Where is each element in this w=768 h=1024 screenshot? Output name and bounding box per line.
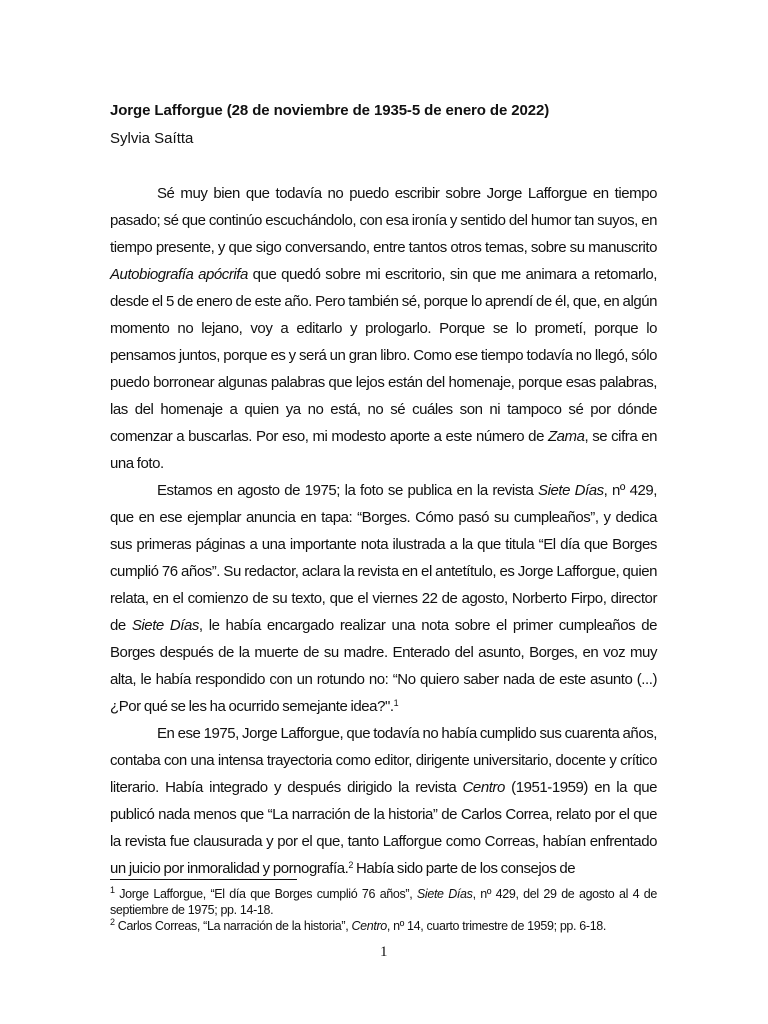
footnote-ref-1[interactable]: 1 — [393, 698, 399, 708]
magazine-title: Siete Días — [538, 482, 604, 499]
body-paragraph-1: Sé muy bien que todavía no puedo escribir sobre Jorge Lafforgue en tiempo pasado; sé que continúo escuchándolo, con esa ironía y sentido del humor tan suyos, en tiempo presente, y que sigo conversando, entre tantos otros temas, sobre su manuscrito Autobiografía apócrifa que quedó sobre mi escritorio, sin que me animara a retomarlo, desde el 5 de enero de este año. Pero también sé, porque lo aprendí de él, que, en algún momento no lejano, voy a editarlo y prologarlo. Porque se lo prometí, porque lo pensamos juntos, porque es y será un gran libro. Como ese tiempo todavía no llegó, sólo puedo borronear algunas palabras que lejos están del homenaje, porque esas palabras, las del homenaje a quien ya no está, no sé cuáles son ni tampoco sé por dónde comenzar a buscarlas. Por eso, mi modesto aporte a este número de Zama, se cifra en una foto. — [110, 185, 658, 472]
book-title: Autobiografía apócrifa — [110, 266, 248, 283]
footnote-separator — [110, 879, 297, 880]
footnote-1: $^1$ Jorge Lafforgue, “El día que Borges cumplió 76 años”, Siete Días, nº 429, del 29 de agosto al 4 de septiembre de 1975; pp. 14-18. — [110, 885, 657, 917]
magazine-title: Centro — [462, 779, 505, 796]
magazine-title: Zama — [547, 428, 585, 445]
body-paragraph-2: Estamos en agosto de 1975; la foto se publica en la revista Siete Días, nº 429, que en ese ejemplar anuncia en tapa: “Borges. Cómo pasó su cumpleaños”, y dedica sus primeras páginas a una importante nota ilustrada a la que titula “El día que Borges cumplió 76 años”. Su redactor, aclara la revista en el antetítulo, es Jorge Lafforgue, quien relata, en el comienzo de su texto, que el viernes 22 de agosto, Norberto Firpo, director de Siete Días, le había encargado realizar una nota sobre el primer cumpleaños de Borges después de la muerte de su madre. Enterado del asunto, Borges, en voz muy alta, le había respondido con un rotundo no: “No quiero saber nada de este asunto (...) ¿Por qué se les ha ocurrido semejante idea?".$^1$ — [110, 482, 657, 715]
footnote-number: 1 — [110, 885, 115, 895]
footnote-ref-2[interactable]: 2 — [348, 860, 353, 870]
page-number: 1 — [380, 944, 388, 960]
article-body — [110, 180, 657, 882]
footnotes — [110, 886, 657, 934]
footnote-2: $^2$ Carlos Correas, “La narración de la historia”, Centro, nº 14, cuarto trimestre de 1959; pp. 6-18. — [110, 917, 607, 933]
magazine-title: Siete Días — [131, 617, 199, 634]
footnote-number: 2 — [110, 917, 115, 927]
article-author: Sylvia Saítta — [110, 130, 194, 147]
body-paragraph-3: En ese 1975, Jorge Lafforgue, que todavía no había cumplido sus cuarenta años, contaba con una intensa trayectoria como editor, dirigente universitario, docente y crítico literario. Había integrado y después dirigido la revista Centro (1951-1959) en la que publicó nada menos que “La narración de la historia” de Carlos Correa, relato por el que la revista fue clausurada y por el que, tanto Lafforgue como Correas, habían enfrentado un juicio por inmoralidad y pornografía.$^2$ Había sido parte de los consejos de — [110, 725, 658, 877]
article-title: Jorge Lafforgue (28 de noviembre de 1935-5 de enero de 2022) — [110, 102, 550, 119]
